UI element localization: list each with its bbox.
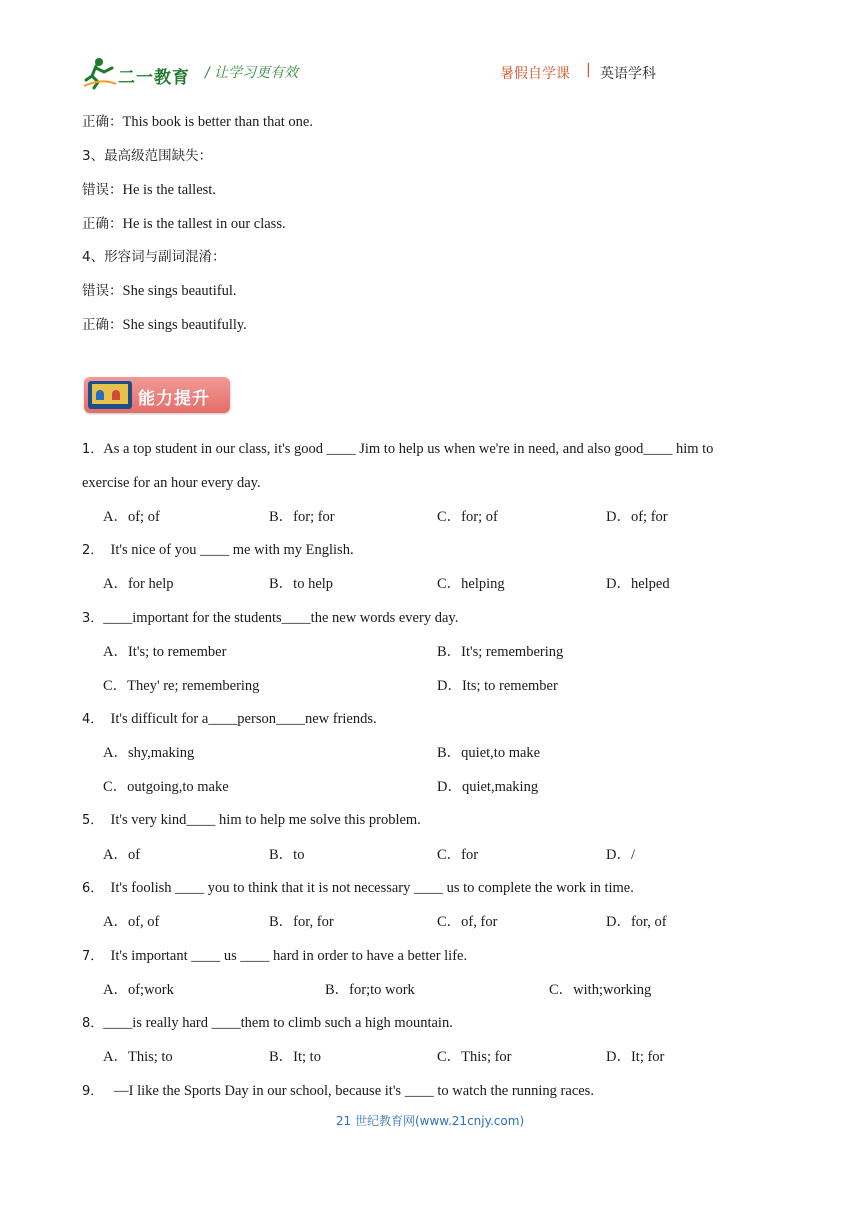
question-8: 8．____is really hard ____them to climb such a high mountain. xyxy=(82,1015,453,1031)
question-1: 1．As a top student in our class, it's good ____ Jim to help us when we're in need, and also good____ him to xyxy=(82,441,714,457)
option-d[interactable]: D．Its; to remember xyxy=(437,678,558,694)
option-a[interactable]: A．of; of xyxy=(103,509,160,525)
question-text: It's difficult for a____person____new friends. xyxy=(110,711,377,727)
header-subject: 英语学科 xyxy=(600,66,656,82)
option-b[interactable]: B．for, for xyxy=(269,914,334,930)
header-slogan: / 让学习更有效 xyxy=(205,65,299,81)
question-6: 6． It's foolish ____ you to think that it is not necessary ____ us to complete the work in time. xyxy=(82,880,634,896)
question-7: 7． It's important ____ us ____ hard in order to have a better life. xyxy=(82,948,468,964)
note-line xyxy=(82,315,247,335)
option-a[interactable]: A．of xyxy=(103,847,141,863)
option-b[interactable]: B．for; for xyxy=(269,509,335,525)
option-a[interactable]: A．This; to xyxy=(103,1049,173,1065)
note-line xyxy=(82,180,216,200)
question-text: ____is really hard ____them to climb such a high mountain. xyxy=(103,1015,453,1031)
question-text: exercise for an hour every day. xyxy=(82,475,261,491)
section-badge xyxy=(84,377,230,413)
note-label: 3、最高级范围缺失： xyxy=(82,148,213,164)
question-text: It's important ____ us ____ hard in order to have a better life. xyxy=(110,948,468,964)
note-label: 错误： xyxy=(82,182,123,198)
option-d[interactable]: D．quiet,making xyxy=(437,779,539,795)
option-a[interactable]: A．It's; to remember xyxy=(103,644,227,660)
note-text: This book is better than that one. xyxy=(122,114,313,130)
option-c[interactable]: C．They' re; remembering xyxy=(103,678,260,694)
option-c[interactable]: C．of, for xyxy=(437,914,498,930)
question-text: ____important for the students____the new words every day. xyxy=(103,610,459,626)
logo-text: 二一教育 xyxy=(118,68,190,88)
page-header xyxy=(0,0,860,100)
note-text: He is the tallest. xyxy=(122,182,216,198)
question-text: It's foolish ____ you to think that it is not necessary ____ us to complete the work in time. xyxy=(110,880,634,896)
option-c[interactable]: C．helping xyxy=(437,576,505,592)
note-text: She sings beautiful. xyxy=(122,283,237,299)
option-c[interactable]: C．with;working xyxy=(549,982,652,998)
question-text: —I like the Sports Day in our school, because it's ____ to watch the running races. xyxy=(114,1083,594,1099)
option-a[interactable]: A．of, of xyxy=(103,914,160,930)
option-b[interactable]: B．quiet,to make xyxy=(437,745,541,761)
option-d[interactable]: D．/ xyxy=(606,847,635,863)
note-line xyxy=(82,112,313,132)
option-b[interactable]: B．to xyxy=(269,847,305,863)
option-d[interactable]: D．for, of xyxy=(606,914,667,930)
option-b[interactable]: B．It; to xyxy=(269,1049,321,1065)
header-course: 暑假自学课 xyxy=(500,66,570,82)
question-text: It's nice of you ____ me with my English. xyxy=(110,542,354,558)
note-label: 正确： xyxy=(82,216,123,232)
note-line xyxy=(82,281,236,301)
question-1-cont xyxy=(82,473,261,493)
option-c[interactable]: C．for xyxy=(437,847,479,863)
option-b[interactable]: B．for;to work xyxy=(325,982,415,998)
question-9: 9． —I like the Sports Day in our school, because it's ____ to watch the running races. xyxy=(82,1083,594,1099)
question-2: 2． It's nice of you ____ me with my English. xyxy=(82,542,354,558)
classroom-icon xyxy=(88,381,132,409)
note-heading xyxy=(82,247,226,267)
option-c[interactable]: C．for; of xyxy=(437,509,498,525)
option-a[interactable]: A．of;work xyxy=(103,982,174,998)
note-line xyxy=(82,214,286,234)
option-c[interactable]: C．This; for xyxy=(437,1049,512,1065)
question-text: It's very kind____ him to help me solve this problem. xyxy=(110,812,421,828)
note-text: She sings beautifully. xyxy=(122,317,247,333)
header-divider: | xyxy=(586,62,591,78)
option-b[interactable]: B．to help xyxy=(269,576,334,592)
note-label: 正确： xyxy=(82,317,123,333)
option-a[interactable]: A．shy,making xyxy=(103,745,195,761)
option-d[interactable]: D．helped xyxy=(606,576,670,592)
question-text: As a top student in our class, it's good ____ Jim to help us when we're in need, and also good____ him to xyxy=(103,441,714,457)
question-5: 5． It's very kind____ him to help me solve this problem. xyxy=(82,812,421,828)
option-d[interactable]: D．of; for xyxy=(606,509,668,525)
question-4: 4． It's difficult for a____person____new friends. xyxy=(82,711,377,727)
question-3: 3．____important for the students____the new words every day. xyxy=(82,610,459,626)
option-b[interactable]: B．It's; remembering xyxy=(437,644,564,660)
option-d[interactable]: D．It; for xyxy=(606,1049,665,1065)
note-label: 错误： xyxy=(82,283,123,299)
option-c[interactable]: C．outgoing,to make xyxy=(103,779,229,795)
note-text: He is the tallest in our class. xyxy=(122,216,286,232)
note-heading xyxy=(82,146,212,166)
page-footer[interactable]: 21 世纪教育网(www.21cnjy.com) xyxy=(335,1114,525,1128)
note-label: 4、形容词与副词混淆： xyxy=(82,249,226,265)
note-label: 正确： xyxy=(82,114,123,130)
section-badge-title: 能力提升 xyxy=(138,389,210,409)
option-a[interactable]: A．for help xyxy=(103,576,174,592)
